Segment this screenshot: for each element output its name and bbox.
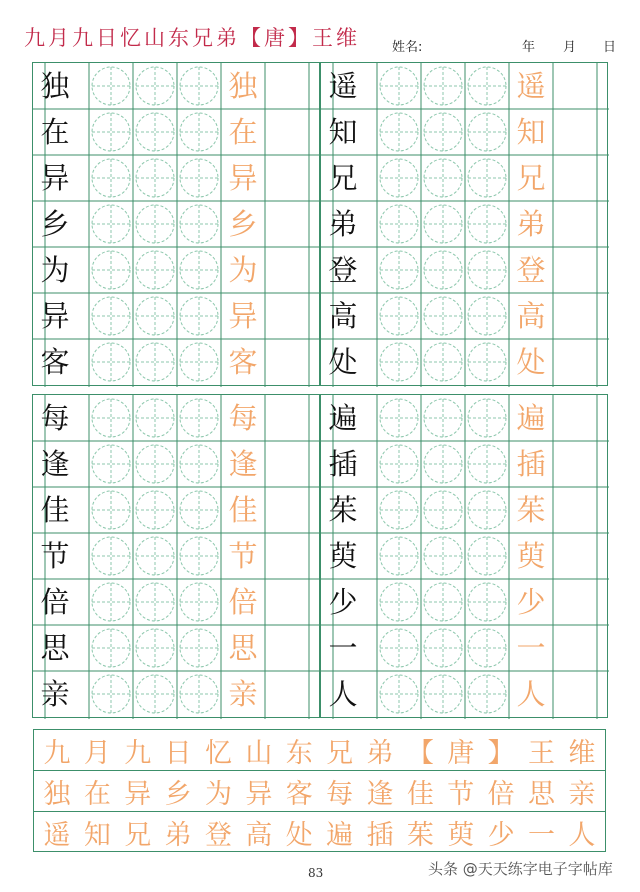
model-character: 插 [328, 446, 358, 481]
model-character: 人 [328, 676, 358, 711]
trace-character: 萸 [516, 538, 546, 573]
model-character: 一 [328, 630, 358, 665]
practice-panel-1 [32, 62, 320, 386]
trace-character: 知 [516, 114, 546, 149]
model-character: 异 [40, 160, 70, 195]
page-number: 83 [308, 866, 324, 880]
poem-line-1 [34, 771, 605, 812]
trace-character: 】 [487, 738, 515, 769]
model-character: 遥 [328, 68, 358, 103]
trace-character: 乡 [228, 206, 258, 241]
trace-character: 登 [205, 820, 232, 851]
trace-character: 为 [228, 252, 258, 287]
trace-character: 高 [245, 820, 273, 851]
trace-character: 节 [447, 779, 475, 810]
trace-character: 唐 [447, 738, 475, 769]
trace-character: 独 [43, 779, 71, 810]
trace-character: 少 [487, 820, 515, 851]
trace-character: 茱 [516, 492, 546, 527]
trace-character: 乡 [164, 779, 192, 810]
name-label: 姓名: [392, 40, 423, 55]
model-character: 萸 [328, 538, 358, 573]
trace-character: 人 [568, 820, 596, 851]
model-character: 倍 [40, 584, 70, 619]
trace-character: 佳 [406, 779, 434, 810]
trace-character: 遥 [43, 820, 71, 851]
practice-panel-2 [320, 62, 608, 386]
trace-character: 少 [516, 584, 546, 619]
month-label: 月 [563, 40, 577, 55]
practice-panel-3 [32, 394, 320, 718]
trace-character: 客 [285, 779, 313, 810]
model-character: 少 [328, 584, 358, 619]
model-character: 兄 [328, 160, 358, 195]
trace-character: 一 [528, 820, 555, 851]
trace-character: 为 [205, 779, 232, 810]
trace-character: 倍 [228, 584, 258, 619]
trace-character: 九 [124, 738, 152, 769]
model-character: 遍 [328, 400, 358, 435]
trace-character: 月 [83, 738, 111, 769]
trace-character: 客 [228, 344, 258, 379]
trace-character: 处 [516, 344, 546, 379]
trace-character: 亲 [568, 779, 596, 810]
trace-character: 异 [228, 160, 258, 195]
trace-character: 茱 [406, 820, 434, 851]
trace-character: 一 [516, 630, 546, 665]
trace-character: 弟 [164, 820, 192, 851]
trace-character: 兄 [516, 160, 546, 195]
worksheet-title: 九月九日忆山东兄弟【唐】王维 [24, 26, 360, 50]
trace-character: 思 [528, 779, 555, 810]
trace-character: 处 [285, 820, 313, 851]
model-character: 高 [328, 298, 358, 333]
model-character: 处 [328, 344, 358, 379]
trace-character: 遥 [516, 68, 546, 103]
trace-character: 东 [285, 738, 313, 769]
full-poem-practice-box [33, 729, 606, 852]
trace-character: 人 [516, 676, 546, 711]
trace-character: 山 [245, 738, 273, 769]
trace-character: 亲 [228, 676, 258, 711]
model-character: 登 [328, 252, 358, 287]
model-character: 亲 [40, 676, 70, 711]
trace-character: 遍 [326, 820, 354, 851]
trace-character: 兄 [124, 820, 152, 851]
trace-character: 插 [366, 820, 394, 851]
trace-character: 佳 [228, 492, 258, 527]
model-character: 在 [40, 114, 70, 149]
trace-character: 兄 [326, 738, 354, 769]
model-character: 逢 [40, 446, 70, 481]
trace-character: 异 [245, 779, 273, 810]
trace-character: 王 [528, 738, 555, 769]
trace-character: 节 [228, 538, 258, 573]
model-character: 异 [40, 298, 70, 333]
trace-character: 弟 [366, 738, 394, 769]
model-character: 独 [40, 68, 70, 103]
trace-character: 逢 [366, 779, 394, 810]
poem-line-2 [34, 812, 605, 853]
trace-character: 弟 [516, 206, 546, 241]
poem-line-title [34, 730, 605, 771]
practice-panel-4 [320, 394, 608, 718]
trace-character: 倍 [487, 779, 515, 810]
trace-character: 独 [228, 68, 258, 103]
watermark: 头条 @天天练字电子字帖库 [428, 860, 613, 878]
trace-character: 维 [568, 738, 596, 769]
trace-character: 高 [516, 298, 546, 333]
trace-character: 在 [83, 779, 111, 810]
trace-character: 登 [516, 252, 546, 287]
year-label: 年 [522, 40, 536, 55]
trace-character: 忆 [205, 738, 232, 769]
trace-character: 知 [83, 820, 111, 851]
trace-character: 每 [326, 779, 354, 810]
day-label: 日 [603, 40, 617, 55]
trace-character: 异 [228, 298, 258, 333]
trace-character: 日 [164, 738, 192, 769]
model-character: 思 [40, 630, 70, 665]
model-character: 客 [40, 344, 70, 379]
model-character: 知 [328, 114, 358, 149]
model-character: 弟 [328, 206, 358, 241]
trace-character: 逢 [228, 446, 258, 481]
trace-character: 【 [406, 738, 434, 769]
model-character: 为 [40, 252, 70, 287]
model-character: 茱 [328, 492, 358, 527]
trace-character: 思 [228, 630, 258, 665]
model-character: 每 [40, 400, 70, 435]
model-character: 乡 [40, 206, 70, 241]
trace-character: 在 [228, 114, 258, 149]
trace-character: 九 [43, 738, 71, 769]
model-character: 佳 [40, 492, 70, 527]
trace-character: 萸 [447, 820, 475, 851]
model-character: 节 [40, 538, 70, 573]
trace-character: 遍 [516, 400, 546, 435]
trace-character: 每 [228, 400, 258, 435]
trace-character: 插 [516, 446, 546, 481]
trace-character: 异 [124, 779, 152, 810]
